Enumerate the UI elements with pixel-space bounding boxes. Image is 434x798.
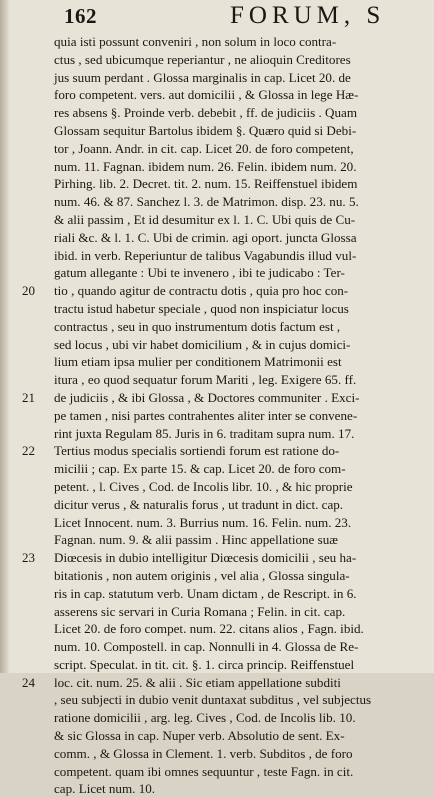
line-text: Pirhing. lib. 2. Decret. tit. 2. num. 15. Reiffenstuel ibidem (54, 176, 358, 192)
line-text: ctus , sed ubicumque reperiantur , ne alioquin Creditores (54, 51, 351, 67)
text-line (0, 780, 434, 798)
body-text (0, 33, 434, 798)
line-text: tractu istud habetur speciale , quod non inspiciatur locus (54, 300, 349, 316)
line-text: quia isti possunt conveniri , non solum in loco contra- (54, 34, 337, 49)
text-line (0, 603, 434, 621)
line-text: riali &c. & l. 1. C. Ubi de crimin. agi oport. juncta Glossa (54, 229, 357, 245)
margin-paragraph-number: 20 (22, 283, 35, 299)
line-text: num. 10. Compostell. in cap. Nonnulli in 4. Glossa de Re- (54, 639, 359, 655)
line-text: bitationis , non autem originis , vel alia , Glossa singula- (54, 567, 350, 583)
line-text: sed locus , ubi vir habet domicilium , & in cujus domici- (54, 336, 351, 352)
text-line (0, 318, 434, 336)
text-line (0, 229, 434, 247)
margin-paragraph-number: 23 (22, 550, 35, 566)
page-number: 162 (64, 4, 97, 28)
text-line (0, 727, 434, 745)
text-line (0, 69, 434, 87)
text-line (0, 104, 434, 122)
text-line (0, 193, 434, 211)
text-line (0, 585, 434, 603)
line-text: res absens §. Proinde verb. debebit , ff. de judiciis . Quam (54, 105, 358, 121)
line-text: Licet 20. de foro compet. num. 22. citans alios , Fagn. ibid. (54, 621, 364, 637)
text-line (0, 336, 434, 354)
line-text: loc. cit. num. 25. & alii . Sic etiam appellatione subditi (54, 674, 341, 690)
text-line (0, 371, 434, 389)
line-text: , seu subjecti in dubio venit duntaxat subditus , vel subjectus (54, 692, 372, 708)
text-line (0, 247, 434, 265)
text-line (0, 709, 434, 727)
text-line (0, 425, 434, 443)
line-text: micilii ; cap. Ex parte 15. & cap. Licet 20. de foro com- (54, 461, 346, 477)
text-line (0, 638, 434, 656)
text-line (0, 620, 434, 638)
text-line (0, 122, 434, 140)
text-line (0, 282, 434, 300)
text-line (0, 691, 434, 709)
line-text: pe tamen , nisi partes contrahentes aliter inter se convene- (54, 407, 358, 423)
text-line (0, 531, 434, 549)
line-text: Tertius modus specialis sortiendi forum est ratione do- (54, 443, 340, 459)
line-text: ris in cap. statutum verb. Unam dictam , de Rescript. in 6. (54, 585, 357, 601)
running-title: FORUM, S (230, 2, 386, 29)
text-line (0, 745, 434, 763)
line-text: ratione domicilii , arg. leg. Cives , Cod. de Incolis lib. 10. (54, 710, 356, 726)
text-line (0, 656, 434, 674)
line-text: lium etiam ipsa mulier per conditionem Matrimonii est (54, 354, 342, 370)
text-line (0, 140, 434, 158)
text-line (0, 407, 434, 425)
line-text: de judiciis , & ibi Glossa , & Doctores communiter . Exci- (54, 389, 360, 405)
line-text: & sic Glossa in cap. Nuper verb. Absolutio de sent. Ex- (54, 728, 345, 744)
text-line (0, 674, 434, 692)
margin-paragraph-number: 21 (22, 389, 35, 405)
line-text: tio , quando agitur de contractu dotis , quia pro hoc con- (54, 283, 349, 299)
line-text: petent. , l. Cives , Cod. de Incolis libr. 10. , & hic proprie (54, 478, 353, 494)
line-text: num. 11. Fagnan. ibidem num. 26. Felin. ibidem num. 20. (54, 158, 357, 174)
line-text: Glossam sequitur Bartolus ibidem §. Quæro quid si Debi- (54, 122, 357, 138)
text-line (0, 496, 434, 514)
text-line (0, 353, 434, 371)
text-line (0, 763, 434, 781)
text-line (0, 264, 434, 282)
text-line (0, 389, 434, 407)
line-text: asserens sic servari in Curia Romana ; Felin. in cit. cap. (54, 603, 346, 619)
line-text: Licet Innocent. num. 3. Burrius num. 16. Felin. num. 23. (54, 514, 352, 530)
line-text: contractus , seu in quo instrumentum dotis factum est , (54, 318, 341, 334)
text-line (0, 300, 434, 318)
text-line (0, 86, 434, 104)
line-text: cap. Licet num. 10. (54, 781, 156, 797)
text-line (0, 51, 434, 69)
text-line (0, 33, 434, 51)
text-line (0, 211, 434, 229)
line-text: & alii passim , Et id desumitur ex l. 1. C. Ubi quis de Cu- (54, 211, 356, 227)
text-line (0, 175, 434, 193)
line-text: ibid. in verb. Reperiuntur de talibus Vagabundis illud vul- (54, 247, 357, 263)
line-text: comm. , & Glossa in Clement. 1. verb. Subditos , de foro (54, 745, 353, 761)
line-text: script. Speculat. in tit. cit. §. 1. circa princip. Reiffenstuel (54, 656, 355, 672)
line-text: Diœcesis in dubio intelligitur Diœcesis domicilii , seu ha- (54, 550, 357, 566)
margin-paragraph-number: 24 (22, 674, 35, 690)
line-text: num. 46. & 87. Sanchez l. 3. de Matrimon. disp. 23. nu. 5. (54, 194, 359, 210)
line-text: dicitur verus , & naturalis forus , ut tradunt in dict. cap. (54, 496, 344, 512)
text-line (0, 514, 434, 532)
line-text: competent. quam ibi omnes sequuntur , teste Fagn. in cit. (54, 763, 354, 779)
margin-paragraph-number: 22 (22, 443, 35, 459)
line-text: gatum allegante : Ubi te invenero , ibi te judicabo : Ter- (54, 265, 345, 281)
text-line (0, 460, 434, 478)
text-line (0, 442, 434, 460)
text-line (0, 549, 434, 567)
text-line (0, 158, 434, 176)
line-text: foro competent. vers. aut domicilii , & Glossa in lege Hæ- (54, 87, 359, 103)
text-line (0, 567, 434, 585)
line-text: rint juxta Regulam 85. Juris in 6. traditam supra num. 17. (54, 425, 355, 441)
line-text: itura , eo quod sequatur forum Mariti , leg. Exigere 65. ff. (54, 372, 357, 388)
line-text: tor , Joann. Andr. in cit. cap. Licet 20. de foro competent, (54, 140, 354, 156)
line-text: Fagnan. num. 9. & alii passim . Hinc appellatione suæ (54, 532, 339, 548)
page-header (0, 0, 434, 34)
line-text: jus suum perdant . Glossa marginalis in cap. Licet 20. de (54, 69, 351, 85)
text-line (0, 478, 434, 496)
